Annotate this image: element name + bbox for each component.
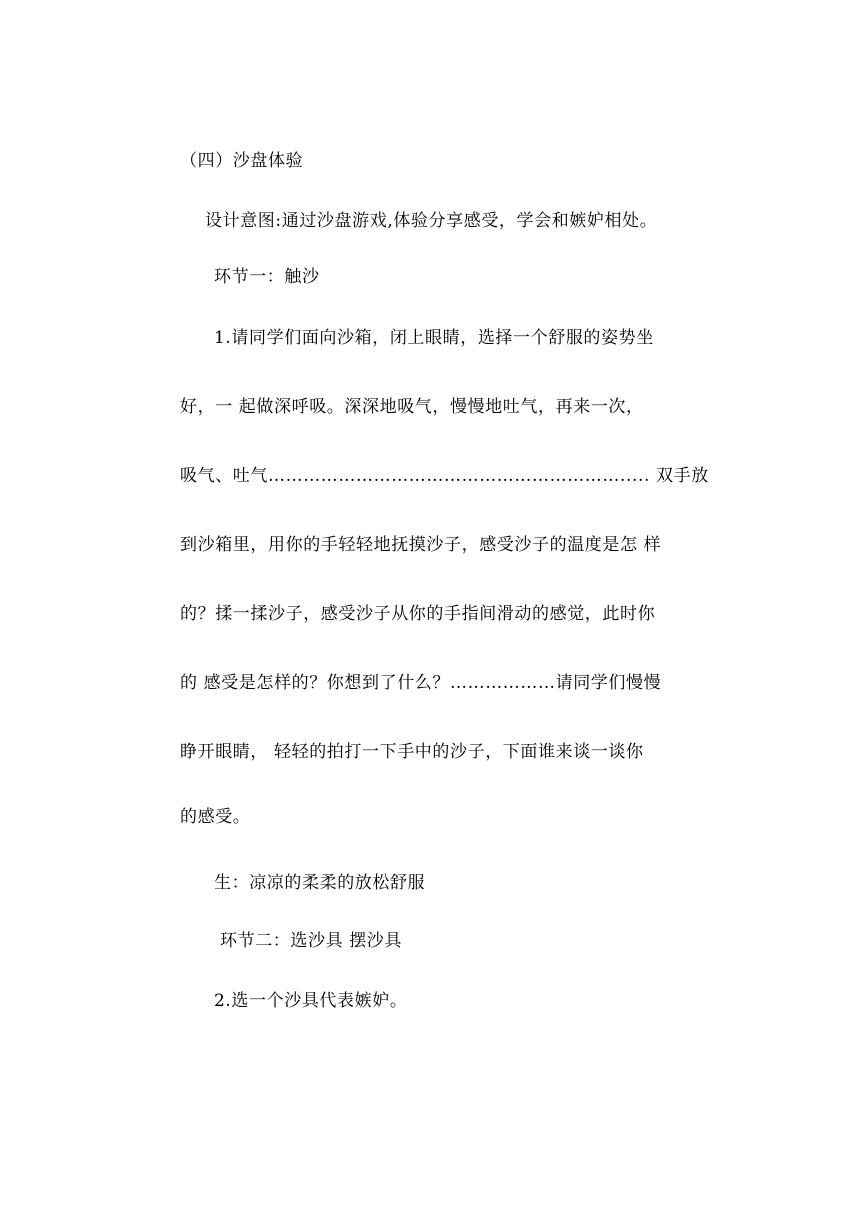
paragraph-line: 好，一 起做深呼吸。深深地吸气，慢慢地吐气，再来一次， [180,397,644,417]
paragraph-line: 到沙箱里，用你的手轻轻地抚摸沙子，感受沙子的温度是怎 样 [180,535,662,555]
paragraph-line: 的 感受是怎样的？你想到了什么？………………请同学们慢慢 [180,673,662,693]
paragraph-line: 的？揉一揉沙子，感受沙子从你的手指间滑动的感觉，此时你 [180,604,656,624]
paragraph-line: 吸气、吐气……………………………………………………..... 双手放 [180,466,709,486]
step2-item: 2.选一个沙具代表嫉妒。 [214,991,408,1011]
section-heading: （四）沙盘体验 [180,151,304,171]
step2-title: 环节二：选沙具 摆沙具 [220,931,403,951]
paragraph-line: 的感受。 [180,807,251,827]
design-intent: 设计意图:通过沙盘游戏,体验分享感受，学会和嫉妒相处。 [205,211,658,231]
step1-title: 环节一：触沙 [214,267,320,287]
paragraph-line: 睁开眼睛， 轻轻的拍打一下手中的沙子，下面谁来谈一谈你 [180,742,644,762]
student-response: 生：凉凉的柔柔的放松舒服 [214,873,426,893]
paragraph-line: 1.请同学们面向沙箱，闭上眼睛，选择一个舒服的姿势坐 [214,328,654,348]
